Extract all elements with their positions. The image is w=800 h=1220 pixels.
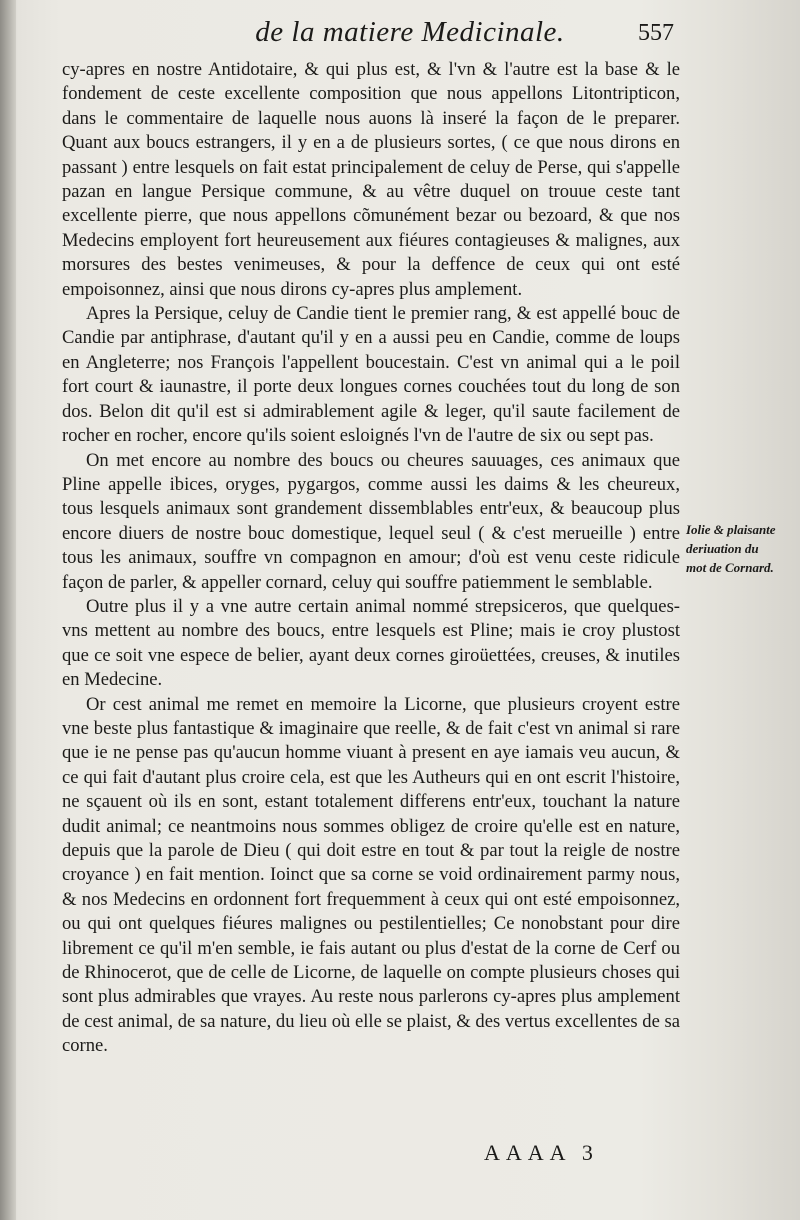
running-head <box>0 16 800 49</box>
signature-mark: AAAA 3 <box>484 1140 599 1165</box>
paragraph: Apres la Persique, celuy de Candie tient le premier rang, & est appellé bouc de Candie par antiphrase, d'autant qu'il y en a aussi peu en Candie, comme de loups en Angleterre; nos François l'appellent boucestain. C'est vn animal qui a le poil fort court & iaunastre, il porte deux longues cornes couchées tout du long de son dos. Belon dit qu'il est si admirablement agile & leger, qu'il saute facilement de rocher en rocher, encore qu'ils soient esloignés l'vn de l'autre de six ou sept pas. <box>62 303 680 447</box>
body-text <box>62 58 680 1059</box>
margin-note: Iolie & plaisante deriuation du mot de Cornard. <box>686 522 776 575</box>
binding-shadow <box>0 0 16 1220</box>
page-number: 557 <box>638 20 674 46</box>
paragraph: On met encore au nombre des boucs ou cheures sauuages, ces animaux que Pline appelle ibices, oryges, pygargos, comme aussi les daims & les cheureux, tous lesquels animaux sont grandement dissemblables entr'eux, & beaucoup plus encore diuers de nostre bouc domestique, lequel seul ( & c'est merueille ) entre tous les animaux, souffre vn compagnon en amour; d'où est venu ceste ridicule façon de parler, & appeller cornard, celuy qui souffre patiemment le semblable. <box>62 449 680 593</box>
running-title: de la matiere Medicinale. <box>255 16 565 48</box>
paragraph: cy-apres en nostre Antidotaire, & qui plus est, & l'vn & l'autre est la base & le fondement de ceste excellente composition que nous appellons Litontripticon, dans le commentaire de laquelle nous auons là inseré la façon de le preparer. Quant aux boucs estrangers, il y en a de plusieurs sortes, ( ce que nous dirons en passant ) entre lesquels on fait estat principalement de celuy de Perse, qui s'appelle pazan en langue Persique commune, & au vêtre duquel on trouue ceste tant excellente pierre, que nous appellons cõmunément bezar ou bezoard, & que nos Medecins employent fort heureusement aux fiéures contagieuses & malignes, aux morsures des bestes venimeuses, & pour la deffence de ceux qui ont esté empoisonnez, ainsi que nous dirons cy-apres plus amplement. <box>62 59 680 300</box>
paragraph: Or cest animal me remet en memoire la Licorne, que plusieurs croyent estre vne beste plus fantastique & imaginaire que reelle, & de fait c'est vn animal si rare que ie ne pense pas qu'aucun homme viuant à present en aye iamais veu aucun, & ce qui fait d'autant plus croire cela, est que les Autheurs qui en ont escrit l'histoire, ne sçauent où ils en sont, estant totalement differens entr'eux, touchant la nature dudit animal; ce neantmoins nous sommes obligez de croire qu'elle est en nature, depuis que la parole de Dieu ( qui doit estre en tout & par tout la reigle de nostre croyance ) en fait mention. Ioinct que sa corne se void ordinairement parmy nous, & nos Medecins en ordonnent fort frequemment à ceux qui ont esté empoisonnez, ou qui ont quelques fiéures malignes ou pestilentielles; Ce nonobstant pour dire librement ce qu'il m'en semble, ie fais autant ou plus d'estat de la corne de Cerf ou de Rhinocerot, que de celle de Licorne, de laquelle on compte plusieurs choses qui sont plus admirables que vrayes. Au reste nous parlerons cy-apres plus amplement de cest animal, de sa nature, du lieu où elle se plaist, & des vertus excellentes de sa corne. <box>62 693 680 1057</box>
paragraph: Outre plus il y a vne autre certain animal nommé strepsiceros, que quelques-vns mettent au nombre des boucs, entre lesquels est Pline; mais ie croy plustost que ce soit vne espece de belier, ayant deux cornes giroüettées, creuses, & inutiles en Medecine. <box>62 595 680 691</box>
